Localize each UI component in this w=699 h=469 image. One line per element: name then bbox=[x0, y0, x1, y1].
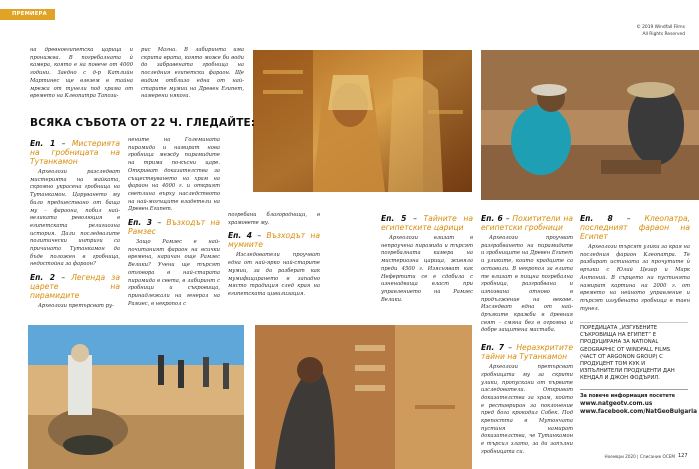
copyright-line: © 2019 Windfall Films bbox=[636, 25, 685, 30]
episode-title: Легенда за царете на пирамидите bbox=[30, 273, 120, 301]
photo-copyright bbox=[575, 24, 685, 38]
episode-3-text-continued: погребани благородници, в храмовете му. bbox=[228, 212, 320, 226]
production-credits: ПОРЕДИЦАТА „ИЗГУБЕНИТЕ СЪКРОВИЩА НА ЕГИПЕТ“ Е ПРОДУЦИРАНА ЗА NATIONAL GEOGRAPHIC ОТ WINDFALL FILMS (ЧАСТ ОТ ARGONON GROUP) С ПРОДУЦЕНТ ТОМ КУК И ИЗПЪЛНИТЕЛИ ПРОДУЦЕНТИ ДАН КЕНДАЛ И ДЖОН ФОДЪРИЛ. bbox=[580, 325, 675, 382]
episode-3-text: Защо Рамзес е най-почитаният фараон на всички времена, наричан още Рамзес Велики? Учени ще търсят отговора в най-старата пирамида в света, в лабиринт с гробници и съкровища, принадлежали на генерал на Рамзес, в некропол с bbox=[128, 239, 220, 307]
episode-4-heading: Еп. 4 – Възходът на мумиите bbox=[228, 231, 321, 250]
page-number: 127 bbox=[678, 453, 688, 459]
episode-5-text: Археолози влизат в непроучена пирамида и търсят погребалната камера на мистериозна царица, живяла преди 4500 г. Изясняват как Нефертити се е сдобила с изненадваща власт при управлението на Рамзес Велики. bbox=[381, 235, 473, 303]
schedule-heading: ВСЯКА СЪБОТА ОТ 22 Ч. ГЛЕДАЙТЕ: bbox=[30, 117, 256, 129]
episode-title: Възходът на Рамзес bbox=[128, 218, 221, 237]
episode-number: Еп. 1 bbox=[30, 139, 56, 148]
episode-6-heading: Еп. 6 – Похитители на египетски гробници bbox=[481, 214, 573, 232]
intro-paragraph: рис Магна. В лабиринта има скрита врата, която може би води до забравената гробница на последния египетски фараон. Ще видим отблизо една от най-старите мумии на Древен Египет, намерени някога. bbox=[141, 47, 244, 100]
episode-column-1 bbox=[30, 135, 120, 311]
episode-column-4 bbox=[381, 210, 473, 304]
photo-pharaoh-statue bbox=[253, 50, 472, 192]
episode-title: Мистерията на гробницата на Тутанкамон bbox=[30, 139, 120, 166]
divider bbox=[580, 322, 688, 323]
episode-2-heading: Еп. 2 – Легенда за царете на пирамидите bbox=[30, 273, 120, 301]
episode-title: Възходът на мумиите bbox=[228, 231, 321, 250]
episode-6-text: Археолози проучват разграбването на пирамидите и гробниците на Древен Египет и уликите, които крадците са оставили. В некропол за елита те влизат в пищна погребална гробница, разграбвана и изпозвана отново в продължение на векове. Изследват една от най-дръзките кражби в древния свят – смяна без в огромна и добре защитена мастаба. bbox=[481, 235, 573, 334]
episode-column-3 bbox=[228, 212, 320, 299]
facebook-link[interactable]: www.facebook.com/NatGeoBulgaria bbox=[580, 408, 698, 415]
episode-7-heading: Еп. 7 – Неразкритите тайни на Тутанкамон bbox=[481, 343, 574, 362]
episode-4-text: Изследователи проучват една от най-ярко най-старите мумии, за да разберат как мумифицирането в западно място традиция след края на египетската цивилизация. bbox=[228, 252, 320, 297]
section-tag: ПРЕМИЕРА bbox=[0, 9, 55, 20]
intro-column-2 bbox=[141, 47, 244, 101]
episode-number: Еп. 5 bbox=[381, 214, 407, 223]
episode-number: Еп. 6 bbox=[481, 214, 503, 223]
episode-number: Еп. 3 bbox=[128, 218, 153, 228]
episode-title: Тайните на египетските царици bbox=[381, 214, 474, 232]
copyright-line: All Rights Reserved bbox=[642, 32, 685, 37]
episode-title: Похитители на египетски гробници bbox=[481, 214, 573, 232]
intro-paragraph: на древноегипетска царица и пронижва. В погребалната ѝ камера, която е на повече от 4000 години. Заедно с д-р Катлийн Мартинес ще влезем в тайна мрежа от тунели под храма от времето на Клеопатра Тапози- bbox=[30, 47, 133, 100]
website-link[interactable]: www.natgeotv.com.us bbox=[580, 400, 653, 407]
episode-1-text: Археолози разследват мистерията на майката, скромно украсена гробница на Тутанкамон. Царуването му било предшествано от баща му – фараона, побил най-великата революция в египетската религиозна история. Дали последвалите политически интриги са причината Тутанкамон да бъде положен в гробница, недостойна за фараон? bbox=[30, 169, 120, 268]
episode-8-text: Археолози търсят улики за края на последния фараон Клеопатра. Те разбират истината за прочутите ѝ връзки с Юлий Цезар и Марк Антоний. В сърцето на пустинята намират картина на 2000 г. от времето на нейното управление и търсят изгубената гробница в таен тунел. bbox=[580, 244, 690, 312]
episode-2-text: Археолози претърсват ру- bbox=[38, 303, 114, 310]
episode-column-6 bbox=[580, 210, 690, 313]
photo-tomb-wall bbox=[255, 325, 472, 469]
episode-column-5 bbox=[481, 210, 573, 457]
production-sidebar bbox=[580, 322, 698, 416]
episode-3-heading: Еп. 3 – Възходът на Рамзес bbox=[128, 218, 221, 237]
photo-excavation bbox=[481, 50, 699, 200]
photo-desert-dig bbox=[28, 325, 244, 469]
episode-column-2 bbox=[128, 137, 220, 308]
episode-5-heading: Еп. 5 – Тайните на египетските царици bbox=[381, 214, 474, 232]
episode-8-heading: Еп. 8 – Клеопатра, последният фараон на Египет bbox=[580, 214, 691, 241]
divider bbox=[580, 389, 688, 390]
episode-number: Еп. 8 bbox=[580, 214, 613, 223]
episode-number: Еп. 2 bbox=[30, 273, 56, 283]
episode-1-heading: Еп. 1 – Мистерията на гробницата на Тутанкамон bbox=[30, 139, 120, 166]
episode-number: Еп. 7 bbox=[481, 343, 505, 353]
episode-number: Еп. 4 bbox=[228, 231, 253, 241]
episode-1-text-continued: нените на Големината пирамида и намират нова гробница между пирамидите на трима по-късни царе. Откриват доказателства за съществуването на храм на фараон на 4000 г. и открият светлина върху наследството на най-могъщите владетели на Древен Египет. bbox=[128, 137, 220, 213]
episode-7-text: Археолози претърсват гробницата му за скрити улики, пропускани от първите изследователи. Откриват доказателства за храм, който е реставриран за поклонение пред бога крокодил Собек. Под крепостта в Мутончата пустиня намират доказателства, че Тутанкамон е търсил злато, за да запълни гробницата си. bbox=[481, 364, 573, 455]
episode-title: Клеопатра, последният фараон на Египет bbox=[580, 214, 691, 241]
episode-title: Неразкритите тайни на Тутанкамон bbox=[481, 343, 574, 362]
intro-column-1 bbox=[30, 47, 133, 101]
more-info-label: За повече информация посетете bbox=[580, 392, 676, 399]
issue-footer: Ноември 2020 | Списание ОСЕМ bbox=[604, 454, 675, 459]
